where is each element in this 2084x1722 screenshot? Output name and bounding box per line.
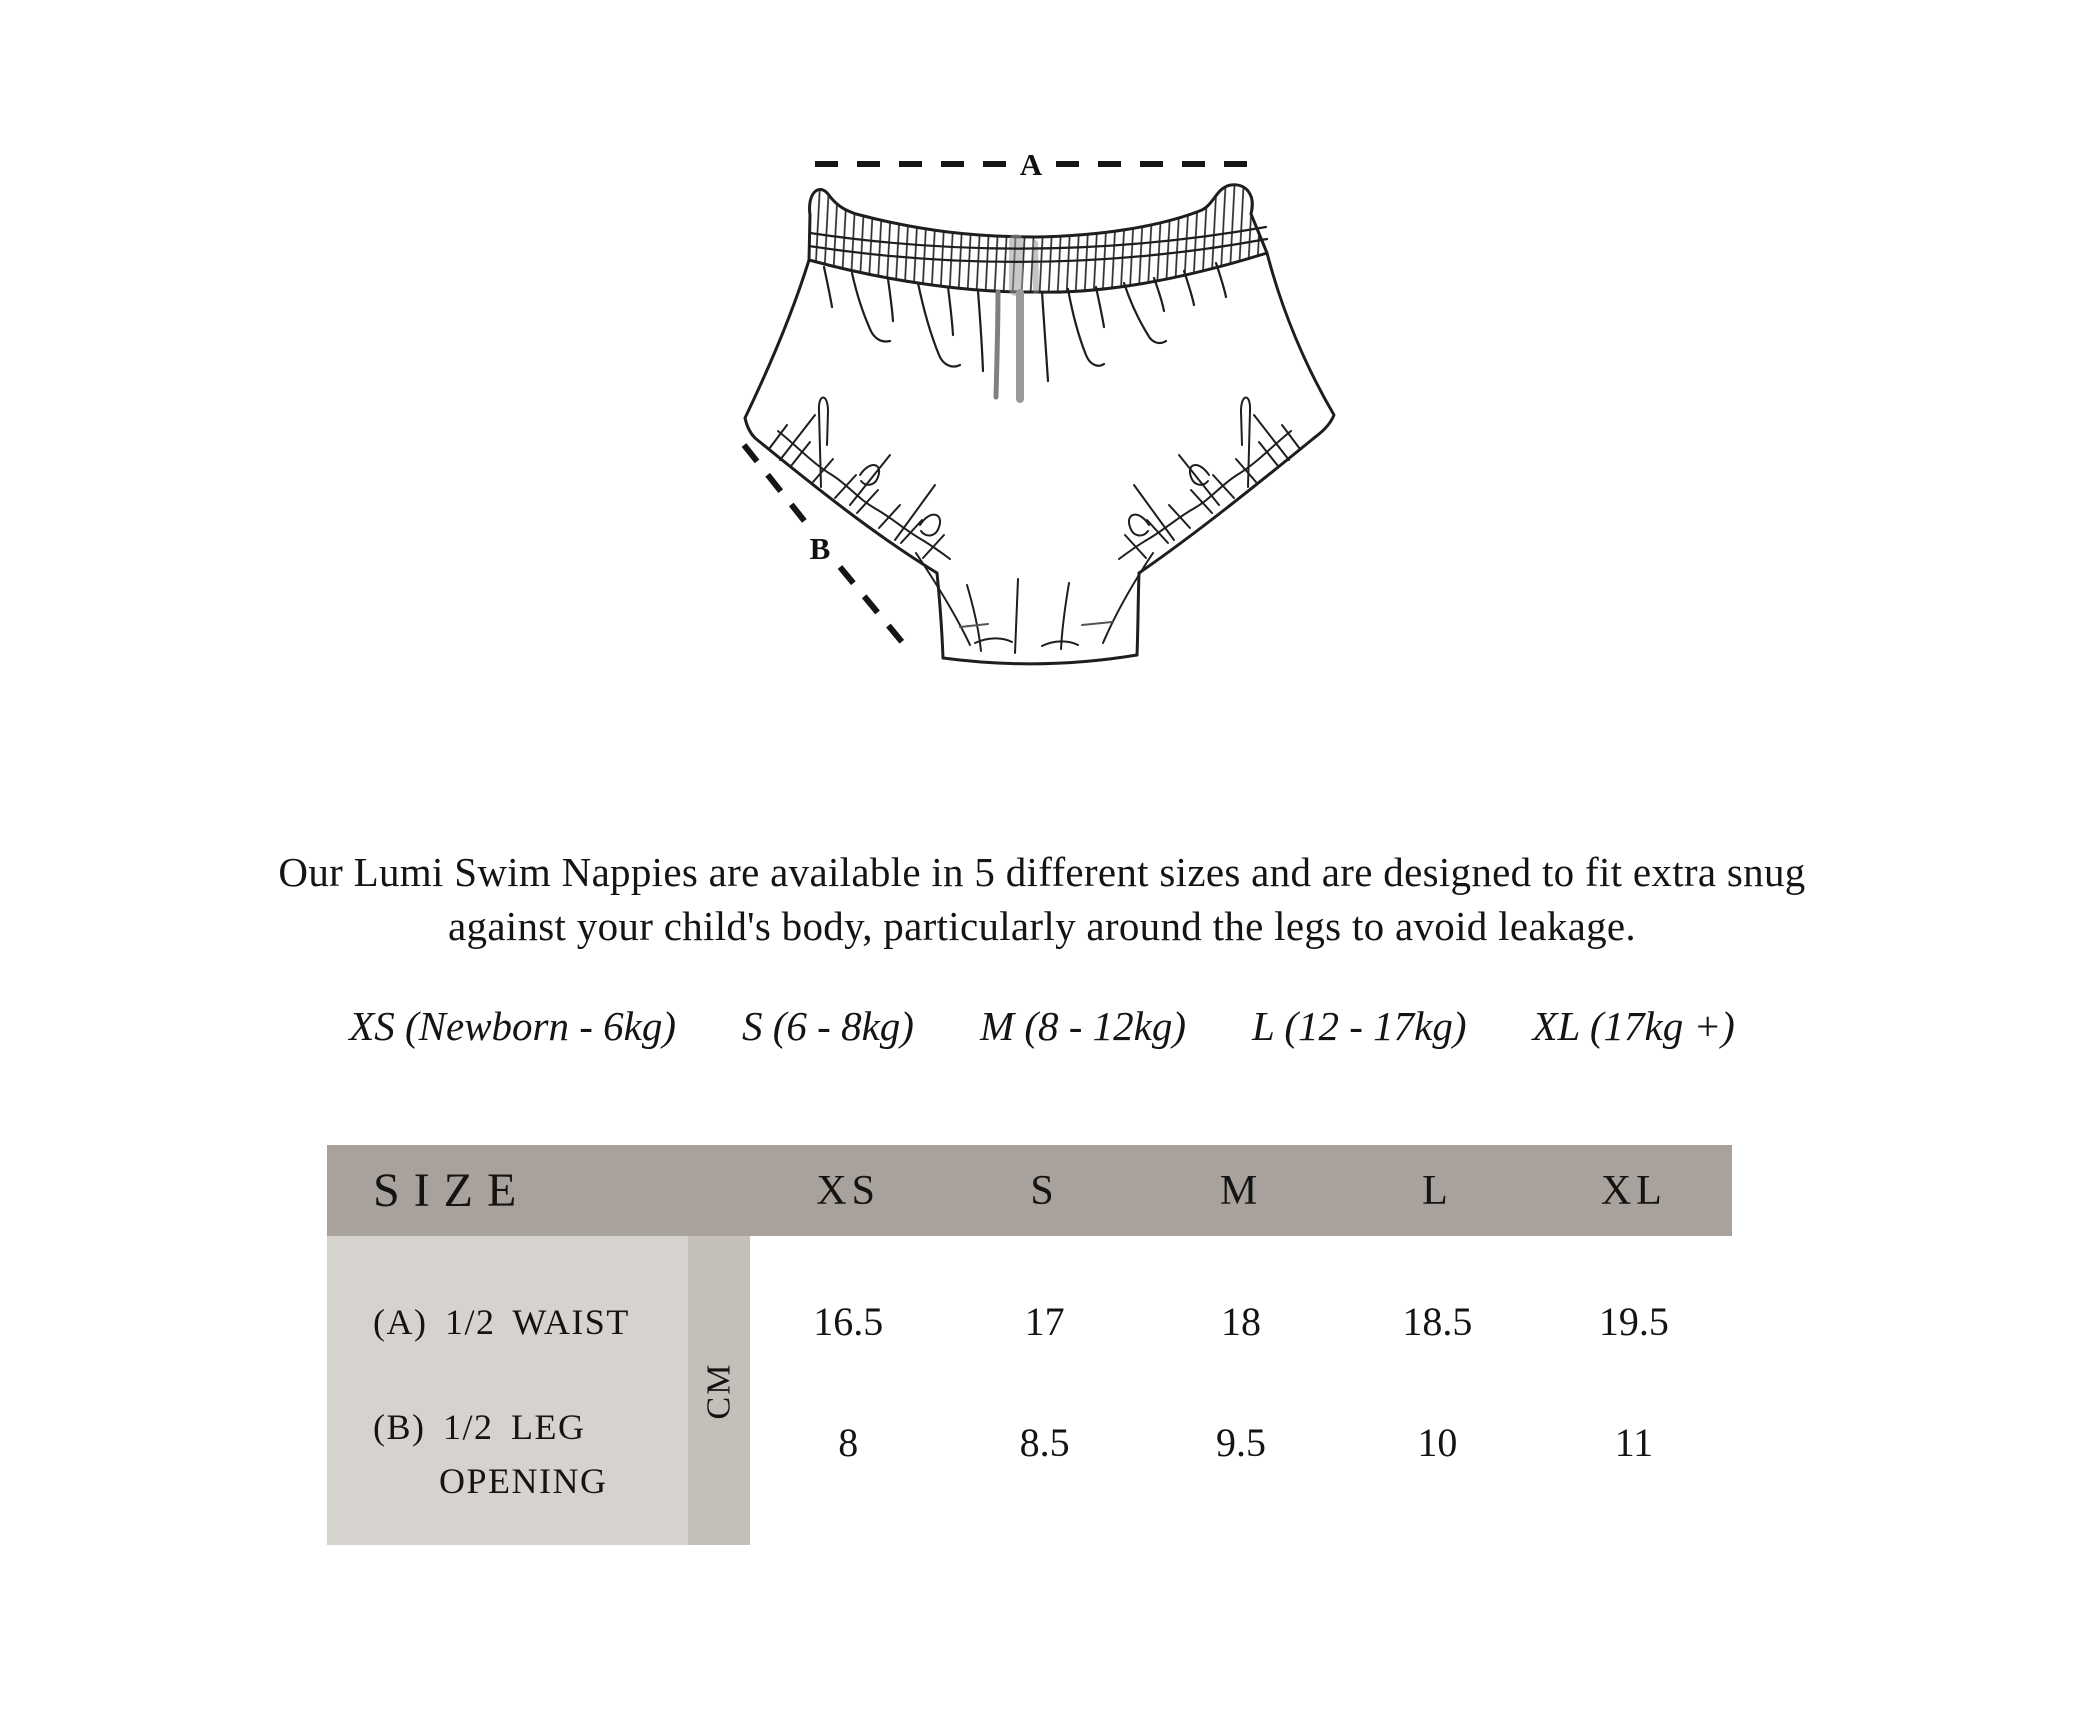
- size-table: [327, 1145, 1732, 1545]
- measure-line-b-upper: [744, 445, 806, 523]
- unit-label: CM: [699, 1362, 737, 1419]
- intro-line-1: Our Lumi Swim Nappies are available in 5 different sizes and are designed to fit extra snug: [278, 849, 1806, 895]
- crotch-wrinkles: [960, 579, 1112, 653]
- measure-a-label: A: [1019, 147, 1043, 182]
- column-header-s: S: [1030, 1167, 1059, 1214]
- row-label-half-leg-opening: [373, 1400, 608, 1508]
- swim-nappy-illustration: [720, 115, 1370, 695]
- size-range-m: M (8 - 12kg): [979, 1003, 1187, 1049]
- body-outline-right: [1267, 253, 1334, 438]
- row-values-half-leg-opening: [750, 1413, 1732, 1473]
- row-label-half-leg-line2: OPENING: [439, 1461, 608, 1501]
- waistband-shading-2: [1035, 243, 1036, 291]
- value-waist-xs: 16.5: [813, 1299, 884, 1344]
- value-waist-m: 18: [1221, 1299, 1262, 1344]
- size-column-headers: [750, 1167, 1732, 1215]
- column-header-l: L: [1422, 1167, 1453, 1214]
- intro-line-2: against your child's body, particularly around the legs to avoid leakage.: [448, 903, 1636, 949]
- size-range-s: S (6 - 8kg): [742, 1003, 914, 1049]
- size-header-cell: [327, 1163, 750, 1218]
- size-range-xs: XS (Newborn - 6kg): [349, 1003, 677, 1049]
- row-values-half-waist: [750, 1292, 1732, 1352]
- column-header-xl: XL: [1600, 1167, 1667, 1214]
- size-range-xl: XL (17kg +): [1532, 1003, 1735, 1049]
- size-range-l: L (12 - 17kg): [1252, 1003, 1467, 1049]
- measure-line-b-lower: [840, 567, 902, 642]
- size-table-header: [327, 1145, 1732, 1236]
- value-leg-s: 8.5: [1019, 1420, 1070, 1465]
- row-label-half-waist: (A) 1/2 WAIST: [373, 1302, 630, 1342]
- body-outline-left: [745, 260, 809, 438]
- crotch-bottom: [943, 655, 1137, 664]
- value-waist-xl: 19.5: [1598, 1299, 1669, 1344]
- leg-ruffle-right: [1103, 398, 1300, 644]
- measure-b-label: B: [809, 531, 831, 566]
- crotch-right: [1137, 573, 1139, 655]
- value-leg-xl: 11: [1614, 1420, 1654, 1465]
- column-header-m: M: [1219, 1167, 1263, 1214]
- value-waist-l: 18.5: [1402, 1299, 1473, 1344]
- size-ranges-row: [0, 999, 2084, 1053]
- intro-paragraph: [0, 845, 2084, 953]
- value-leg-m: 9.5: [1216, 1420, 1267, 1465]
- nappy-drawing: [745, 185, 1334, 664]
- unit-strip: [688, 1236, 750, 1545]
- value-leg-xs: 8: [838, 1420, 859, 1465]
- size-table-body: [327, 1236, 1732, 1545]
- row-label-half-leg-line1: (B) 1/2 LEG: [373, 1407, 586, 1447]
- swim-nappy-drawing-svg: [720, 115, 1370, 695]
- value-waist-s: 17: [1024, 1299, 1065, 1344]
- size-header-label: SIZE: [373, 1164, 531, 1217]
- column-header-xs: XS: [816, 1167, 881, 1214]
- value-leg-l: 10: [1417, 1420, 1458, 1465]
